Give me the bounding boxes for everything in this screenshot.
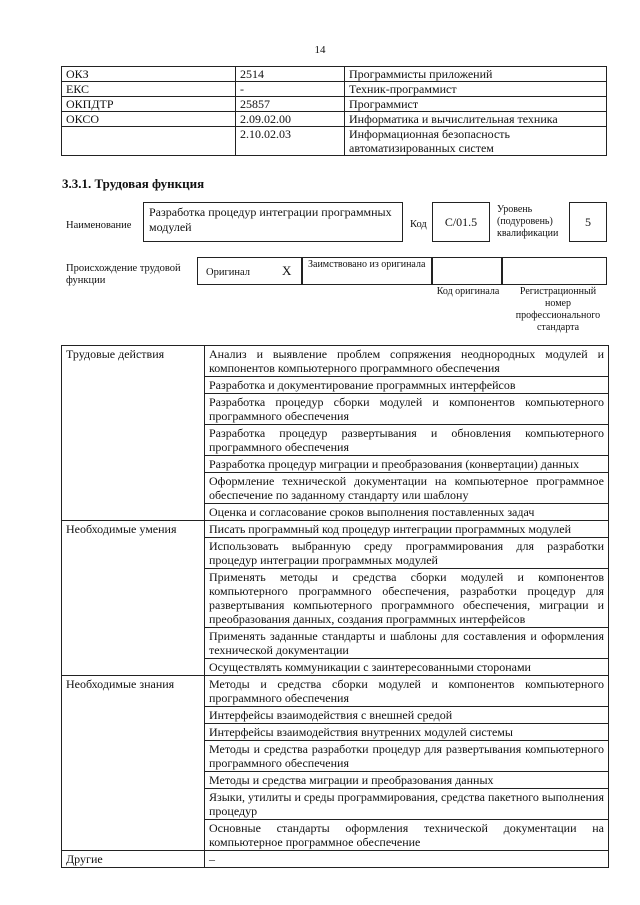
section-item: Методы и средства сборки модулей и компонентов компьютерного программного обеспечения bbox=[205, 676, 609, 707]
section-item: – bbox=[205, 851, 609, 868]
classification-name: Программисты приложений bbox=[345, 67, 607, 82]
name-label: Наименование bbox=[66, 220, 132, 231]
section-item: Разработка и документирование программных интерфейсов bbox=[205, 377, 609, 394]
function-details-table bbox=[61, 345, 609, 868]
classification-value: 2.09.02.00 bbox=[236, 112, 345, 127]
table-row bbox=[62, 851, 609, 868]
classification-code: ОКСО bbox=[62, 112, 236, 127]
function-name-box bbox=[143, 202, 403, 242]
section-item: Интерфейсы взаимодействия с внешней средой bbox=[205, 707, 609, 724]
function-code: C/01.5 bbox=[444, 215, 478, 229]
section-item: Применять заданные стандарты и шаблоны для составления и оформления технической документации bbox=[205, 628, 609, 659]
level-value: 5 bbox=[585, 215, 591, 229]
section-item: Методы и средства миграции и преобразования данных bbox=[205, 772, 609, 789]
classification-code: ЕКС bbox=[62, 82, 236, 97]
classification-code: ОКПДТР bbox=[62, 97, 236, 112]
function-code-box bbox=[432, 202, 490, 242]
section-item: Языки, утилиты и среды программирования, средства пакетного выполнения процедур bbox=[205, 789, 609, 820]
section-item: Интерфейсы взаимодействия внутренних модулей системы bbox=[205, 724, 609, 741]
section-label: Необходимые умения bbox=[62, 521, 205, 676]
classification-name: Программист bbox=[345, 97, 607, 112]
table-row bbox=[62, 676, 609, 707]
original-mark: X bbox=[282, 263, 292, 278]
section-item: Осуществлять коммуникации с заинтересованными сторонами bbox=[205, 659, 609, 676]
section-item: Писать программный код процедур интеграции программных модулей bbox=[205, 521, 609, 538]
original-label: Оригинал bbox=[206, 267, 250, 278]
section-item: Применять методы и средства сборки модулей и компонентов компьютерного программного обеспечения, разработки процедур для развертывания компьютерного программного обеспечения, миграции и преобразования данных, создания программных интерфейсов bbox=[205, 569, 609, 628]
classification-value: 2.10.02.03 bbox=[236, 127, 345, 156]
page-number: 14 bbox=[314, 44, 326, 56]
classification-name: Информатика и вычислительная техника bbox=[345, 112, 607, 127]
classification-table bbox=[61, 66, 607, 156]
classification-value: 2514 bbox=[236, 67, 345, 82]
reg-number-cell bbox=[502, 257, 607, 285]
classification-row bbox=[62, 112, 607, 127]
section-label: Трудовые действия bbox=[62, 346, 205, 521]
classification-name: Информационная безопасность автоматизированных систем bbox=[345, 127, 607, 156]
classification-value: - bbox=[236, 82, 345, 97]
classification-value: 25857 bbox=[236, 97, 345, 112]
section-label: Необходимые знания bbox=[62, 676, 205, 851]
borrowed-cell bbox=[302, 257, 432, 285]
table-row bbox=[62, 521, 609, 538]
classification-code bbox=[62, 127, 236, 156]
origin-label: Происхождение трудовой функции bbox=[66, 263, 181, 286]
section-title: 3.3.1. Трудовая функция bbox=[62, 176, 205, 191]
section-item: Методы и средства разработки процедур для развертывания компьютерного программного обеспечения bbox=[205, 741, 609, 772]
section-item: Разработка процедур миграции и преобразования (конвертации) данных bbox=[205, 456, 609, 473]
classification-row bbox=[62, 67, 607, 82]
level-box bbox=[569, 202, 607, 242]
classification-code: ОКЗ bbox=[62, 67, 236, 82]
section-item: Оценка и согласование сроков выполнения поставленных задач bbox=[205, 504, 609, 521]
reg-number-label: Регистрационный номер профессионального стандарта bbox=[515, 286, 601, 333]
section-item: Использовать выбранную среду программирования для разработки процедур интеграции программных модулей bbox=[205, 538, 609, 569]
code-original-cell bbox=[432, 257, 502, 285]
section-item: Основные стандарты оформления технической документации на компьютерное программное обеспечение bbox=[205, 820, 609, 851]
classification-row bbox=[62, 97, 607, 112]
classification-name: Техник-программист bbox=[345, 82, 607, 97]
code-label: Код bbox=[410, 219, 427, 230]
section-item: Разработка процедур сборки модулей и компонентов компьютерного программного обеспечения bbox=[205, 394, 609, 425]
original-cell bbox=[197, 257, 302, 285]
classification-row bbox=[62, 82, 607, 97]
classification-row bbox=[62, 127, 607, 156]
section-item: Анализ и выявление проблем сопряжения неоднородных модулей и компонентов компьютерного программного обеспечения bbox=[205, 346, 609, 377]
section-item: Оформление технической документации на компьютерное программное обеспечение по заданному стандарту или шаблону bbox=[205, 473, 609, 504]
section-label: Другие bbox=[62, 851, 205, 868]
function-name: Разработка процедур интеграции программных модулей bbox=[149, 205, 392, 234]
borrowed-label: Заимствовано из оригинала bbox=[308, 259, 426, 270]
table-row bbox=[62, 346, 609, 377]
code-original-label: Код оригинала bbox=[436, 286, 500, 297]
level-label: Уровень (подуровень) квалификации bbox=[497, 204, 559, 239]
section-item: Разработка процедур развертывания и обновления компьютерного программного обеспечения bbox=[205, 425, 609, 456]
